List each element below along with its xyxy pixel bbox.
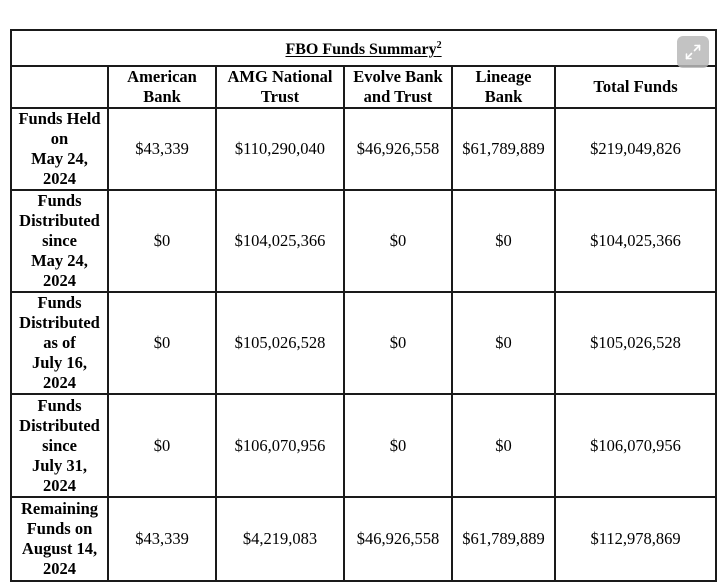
table-row [11,292,716,394]
table-cell: $46,926,558 [344,497,452,581]
header-amg-national-trust: AMG National Trust [216,66,344,108]
header-total-funds: Total Funds [555,66,716,108]
table-cell: $0 [108,190,216,292]
fbo-funds-table [10,29,717,582]
table-cell: $43,339 [108,108,216,190]
table-cell: $110,290,040 [216,108,344,190]
table-cell: $0 [344,190,452,292]
table-title-cell [11,30,716,66]
table-row [11,108,716,190]
expand-button[interactable] [677,36,709,68]
table-cell: $106,070,956 [555,394,716,497]
table-row [11,394,716,497]
header-american-bank: American Bank [108,66,216,108]
table-cell: $61,789,889 [452,497,555,581]
table-cell: $104,025,366 [555,190,716,292]
table-cell: $0 [108,394,216,497]
header-evolve-bank: Evolve Bank and Trust [344,66,452,108]
table-cell: $104,025,366 [216,190,344,292]
table-cell: $0 [452,394,555,497]
table-title: FBO Funds Summary$^2$ [285,40,442,58]
table-cell: $112,978,869 [555,497,716,581]
row-label: Remaining Funds on August 14, 2024 [11,497,108,581]
row-label: Funds Distributed since May 24, 2024 [11,190,108,292]
footnote-marker: 2 [436,40,442,51]
table-cell: $4,219,083 [216,497,344,581]
table-cell: $105,026,528 [555,292,716,394]
table-cell: $219,049,826 [555,108,716,190]
table-cell: $0 [452,190,555,292]
table-cell: $0 [344,292,452,394]
table-row [11,497,716,581]
header-row [11,66,716,108]
table-cell: $43,339 [108,497,216,581]
row-label: Funds Distributed since July 31, 2024 [11,394,108,497]
row-label: Funds Held on May 24, 2024 [11,108,108,190]
table-cell: $46,926,558 [344,108,452,190]
header-lineage-bank: Lineage Bank [452,66,555,108]
table-cell: $105,026,528 [216,292,344,394]
table-cell: $0 [344,394,452,497]
expand-arrows-icon [684,43,702,61]
table-cell: $106,070,956 [216,394,344,497]
table-cell: $0 [452,292,555,394]
fbo-summary-document [10,29,715,578]
table-cell: $61,789,889 [452,108,555,190]
header-blank [11,66,108,108]
table-cell: $0 [108,292,216,394]
table-row [11,190,716,292]
row-label: Funds Distributed as of July 16, 2024 [11,292,108,394]
